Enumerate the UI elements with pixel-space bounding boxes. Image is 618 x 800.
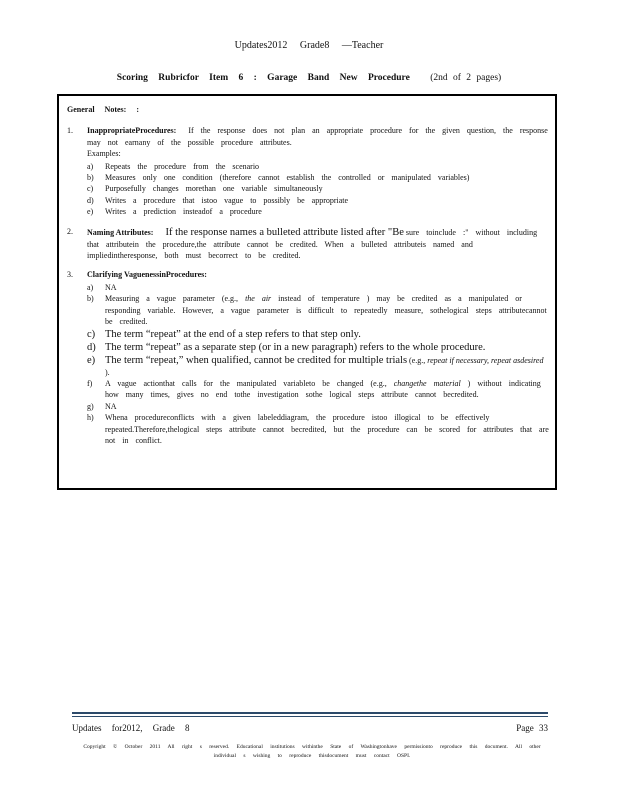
copyright-notice: Copyright © October 2011 All right s reserved. Educational institutions withinthe State of Washingtonhave permissionto reproduce this document. All other individual s wishing to reproduce thisdocument must contact OSPI. [83,744,541,759]
item-text: NA [105,282,117,292]
item-text: The term “repeat” at the end of a step refers to that step only. [105,328,361,340]
item-letter: d) [87,341,96,353]
section-heading: Clarifying VaguenessinProcedures: [87,270,207,280]
item-italic: the air [245,294,272,304]
item-letter: a) [87,161,94,171]
item-text: Measuring a vague parameter (e.g., [105,294,246,304]
rubric-title-main: Scoring Rubricfor Item 6 : Garage Band New Procedure [116,73,410,83]
page-number: Page 33 [516,723,548,733]
section-number: 1. [67,126,73,136]
list-item [87,183,549,194]
list-item [87,206,549,217]
rubric-title-pages: (2nd of 2 pages) [430,73,502,83]
item-letter: e) [87,207,94,217]
list-item [87,354,549,378]
item-italic: repeat if necessary, repeat asdesired [427,355,544,365]
section-text: sure toinclude :" without including that attributein the procedure,the attribute cannot be credited. When a bulleted attributeis named and impliedintheresponse, both must becorrect to be credited. [87,227,538,261]
item-text: Purposefully changes morethan one variable simultaneously [105,184,323,194]
list-item [87,401,549,412]
list-item [87,172,549,183]
item-text: The term “repeat,” when qualified, cannot be credited for multiple trials [105,354,408,366]
footer-rule [72,712,548,714]
item-text-end: ). [105,367,110,377]
item-text-post: instead of temperature ) may be credited as a manipulated or responding variable. However, a vague parameter is difficult to repeatedly measure, sothelogical steps attributecannot be credited. [105,294,547,327]
list-item [87,195,549,206]
item-letter: b) [87,294,94,304]
item-letter: f) [87,378,93,388]
item-text-post: ) without indicating how many times, gives no end tothe investigation sothe logical steps attribute cannot becredited. [105,378,541,400]
list-item [87,412,549,446]
section-inappropriate-procedures [67,125,549,217]
section-naming-attributes [67,226,549,262]
item-letter: c) [87,328,96,340]
section-clarifying-vagueness [67,269,549,446]
examples-list [87,161,549,218]
section-number: 3. [67,270,73,280]
item-text-post: (e.g., [407,355,428,365]
item-text: Whena procedureconflicts with a given labeleddiagram, the procedure istoo illogical to be effectively repeated.Therefore,thelogical steps attribute cannot becredited, but the procedure can be scored for attributes that are not in conflict. [105,413,549,445]
item-text: The term “repeat” as a separate step (or in a new paragraph) refers to the whole procedure. [105,341,486,353]
section-heading: Naming Attributes: [87,227,154,237]
item-letter: g) [87,401,94,411]
list-item [87,328,549,341]
item-text: A vague actionthat calls for the manipulated variableto be changed (e.g., [105,378,394,388]
item-text: Writes a prediction insteadof a procedure [105,207,262,217]
item-text: Repeats the procedure from the scenario [105,161,260,171]
list-item [87,378,549,401]
general-notes-heading: General Notes: : [67,105,139,114]
list-item [87,341,549,354]
item-text: Writes a procedure that istoo vague to possibly be appropriate [105,195,349,205]
footer-left: Updates for2012, Grade 8 [72,723,190,733]
item-text: Measures only one condition (therefore cannot establish the controlled or manipulated variables) [105,173,470,183]
list-item [87,293,549,327]
item-letter: e) [87,354,96,366]
item-letter: c) [87,184,94,194]
notes-box [57,94,557,490]
list-item [87,161,549,172]
item-letter: b) [87,173,94,183]
list-item [87,282,549,293]
section-text-large: If the response names a bulleted attribute listed after "Be [165,226,404,238]
footer-rule-thin [72,716,548,717]
rubric-title [0,73,618,83]
section-number: 2. [67,226,73,236]
item-text: NA [105,401,117,411]
page-header: Updates2012 Grade8 —Teacher [234,40,384,51]
examples-label: Examples: [87,149,121,159]
item-letter: d) [87,195,94,205]
item-letter: a) [87,282,94,292]
item-italic: changethe material [393,378,461,388]
section-text: If the response does not plan an appropriate procedure for the given question, the response may not earnany of the possible procedure attributes. [87,126,548,147]
clarifying-list [87,282,549,446]
item-letter: h) [87,413,94,423]
section-heading: InappropriateProcedures: [87,126,177,136]
